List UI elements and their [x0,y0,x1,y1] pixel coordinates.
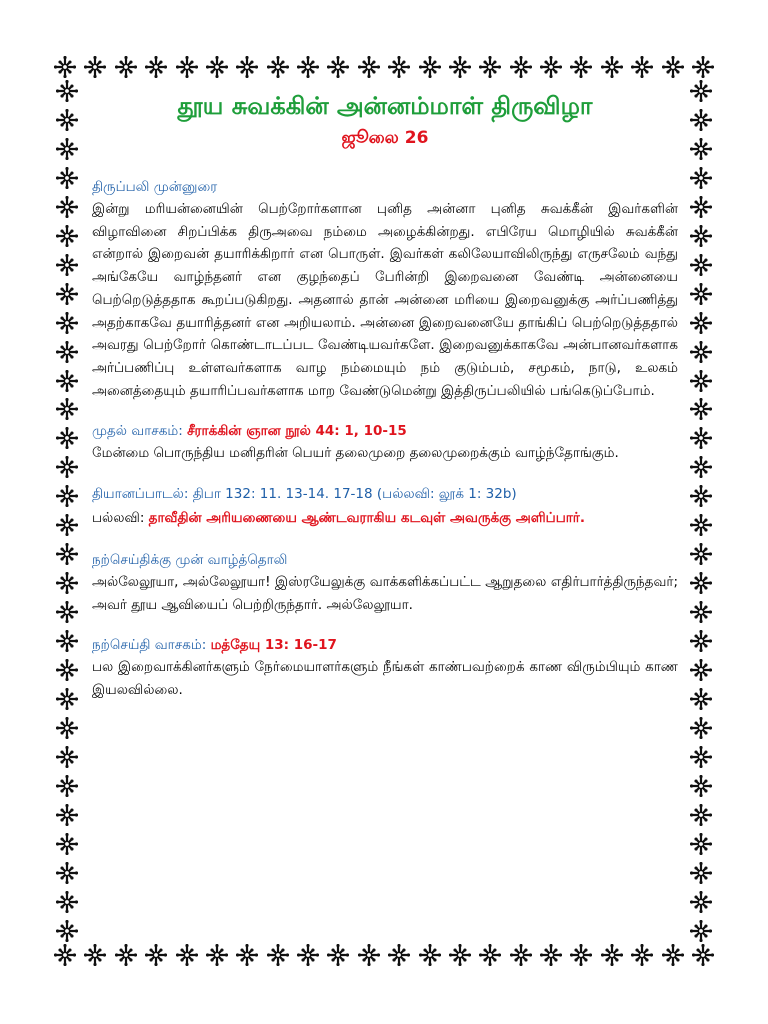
asterisk-flower-icon [479,944,501,966]
first-reading-ref: சீராக்கின் ஞான நூல் 44: 1, 10-15 [187,423,407,440]
gospel-section [92,634,678,701]
asterisk-flower-icon [690,804,712,826]
asterisk-flower-icon [56,514,78,536]
asterisk-flower-icon [419,56,441,78]
asterisk-flower-icon [601,56,623,78]
asterisk-flower-icon [56,456,78,478]
asterisk-flower-icon [267,56,289,78]
asterisk-flower-icon [690,717,712,739]
asterisk-flower-icon [176,944,198,966]
asterisk-flower-icon [56,283,78,305]
acclamation-section [92,549,678,616]
first-reading-body: மேன்மை பொருந்திய மனிதரின் பெயர் தலைமுறை தலைமுறைக்கும் வாழ்ந்தோங்கும். [92,445,619,462]
asterisk-flower-icon [690,138,712,160]
asterisk-flower-icon [692,56,714,78]
asterisk-flower-icon [56,659,78,681]
asterisk-flower-icon [56,775,78,797]
asterisk-flower-icon [56,630,78,652]
asterisk-flower-icon [690,485,712,507]
intro-heading: திருப்பலி முன்னுரை [92,179,218,195]
refrain-text: தாவீதின் அரியணையை ஆண்டவராகிய கடவுள் அவருக்கு அளிப்பார். [148,510,585,527]
asterisk-flower-icon [56,572,78,594]
asterisk-flower-icon [358,56,380,78]
asterisk-flower-icon [56,920,78,942]
asterisk-flower-icon [690,196,712,218]
asterisk-flower-icon [56,717,78,739]
acclamation-body: அல்லேலூயா, அல்லேலூயா! இஸ்ரயேலுக்கு வாக்களிக்கப்பட்ட ஆறுதலை எதிர்பார்த்திருந்தவர்; அவர் தூய ஆவியைப் பெற்றிருந்தார். அல்லேலூயா. [92,574,678,613]
asterisk-flower-icon [690,920,712,942]
asterisk-flower-icon [56,80,78,102]
asterisk-flower-icon [690,167,712,189]
asterisk-flower-icon [540,56,562,78]
asterisk-flower-icon [56,138,78,160]
asterisk-flower-icon [56,833,78,855]
asterisk-flower-icon [115,944,137,966]
asterisk-flower-icon [690,80,712,102]
asterisk-flower-icon [56,601,78,623]
asterisk-flower-icon [56,543,78,565]
asterisk-flower-icon [388,944,410,966]
feast-day: 26 [404,128,429,148]
asterisk-flower-icon [56,341,78,363]
asterisk-flower-icon [56,485,78,507]
asterisk-flower-icon [479,56,501,78]
asterisk-flower-icon [297,944,319,966]
asterisk-flower-icon [690,341,712,363]
asterisk-flower-icon [631,944,653,966]
gospel-label: நற்செய்தி வாசகம்: [92,637,207,654]
asterisk-flower-icon [56,196,78,218]
asterisk-flower-icon [358,944,380,966]
asterisk-flower-icon [56,891,78,913]
asterisk-flower-icon [236,944,258,966]
psalm-heading [92,483,678,505]
feast-date [92,126,678,150]
asterisk-flower-icon [690,254,712,276]
asterisk-flower-icon [56,225,78,247]
asterisk-flower-icon [56,312,78,334]
asterisk-flower-icon [690,456,712,478]
asterisk-flower-icon [449,944,471,966]
asterisk-flower-icon [662,944,684,966]
asterisk-flower-icon [206,56,228,78]
asterisk-flower-icon [56,862,78,884]
asterisk-flower-icon [56,427,78,449]
feast-month: ஜூலை [341,128,399,148]
asterisk-flower-icon [56,370,78,392]
border-left [54,80,80,942]
asterisk-flower-icon [54,944,76,966]
asterisk-flower-icon [690,312,712,334]
asterisk-flower-icon [327,944,349,966]
page-content [92,90,678,702]
first-reading-section [92,420,678,465]
asterisk-flower-icon [145,56,167,78]
asterisk-flower-icon [84,944,106,966]
asterisk-flower-icon [56,804,78,826]
asterisk-flower-icon [145,944,167,966]
asterisk-flower-icon [56,167,78,189]
gospel-body: பல இறைவாக்கினர்களும் நேர்மையாளர்களும் நீங்கள் காண்பவற்றைக் காண விரும்பியும் காண இயலவில்லை. [92,659,678,699]
asterisk-flower-icon [56,688,78,710]
asterisk-flower-icon [115,56,137,78]
asterisk-flower-icon [690,398,712,420]
refrain-label: பல்லவி: [92,510,145,527]
asterisk-flower-icon [690,862,712,884]
acclamation-heading: நற்செய்திக்கு முன் வாழ்த்தொலி [92,552,288,569]
asterisk-flower-icon [690,370,712,392]
asterisk-flower-icon [388,56,410,78]
asterisk-flower-icon [601,944,623,966]
asterisk-flower-icon [690,601,712,623]
intro-body: இன்று மரியன்னையின் பெற்றோர்களான புனித அன்னா புனித சுவக்கீன் இவர்களின் விழாவினை சிறப்பிக்க திருஅவை நம்மை அழைக்கின்றது. எபிரேய மொழியில் சுவக்கீன் என்றால் இறைவன் தயாரிக்கிறார் என பொருள். இவர்கள் கலிலேயாவிலிருந்து எருசலேம் வந்து அங்கேயே வாழ்ந்தனர் என குழந்தைப் பேரின்றி இறைவனை வேண்டி அன்னையை பெற்றெடுத்ததாக கூறப்படுகிறது. அதனால் தான் அன்னை மரியை இறைவனுக்கு அர்ப்பணித்து அதற்காகவே தயாரித்தனர் என அறியலாம். அன்னை இறைவனையே தாங்கிப் பெற்றெடுத்ததால் அவரது பெற்றோர் கொண்டாடப்பட வேண்டியவர்களே. இறைவனுக்காகவே அன்பானவர்களாக அர்ப்பணிப்பு உள்ளவர்களாக வாழ நம்மையும் நம் குடும்பம், சமூகம், நாடு, உலகம் அனைத்தையும் தயாரிப்பவர்களாக மாற வேண்டுமென்று இத்திருப்பலியில் பங்கெடுப்போம். [92,201,678,399]
asterisk-flower-icon [690,833,712,855]
asterisk-flower-icon [419,944,441,966]
asterisk-flower-icon [690,572,712,594]
asterisk-flower-icon [540,944,562,966]
psalm-ref: திபா 132: 11. 13-14. 17-18 (பல்லவி: லூக் 1: 32b) [192,486,517,503]
psalm-refrain [92,507,678,529]
asterisk-flower-icon [56,398,78,420]
asterisk-flower-icon [690,225,712,247]
asterisk-flower-icon [327,56,349,78]
asterisk-flower-icon [631,56,653,78]
asterisk-flower-icon [690,775,712,797]
asterisk-flower-icon [692,944,714,966]
border-bottom [54,942,714,968]
asterisk-flower-icon [56,254,78,276]
psalm-section [92,483,678,529]
asterisk-flower-icon [690,427,712,449]
asterisk-flower-icon [206,944,228,966]
asterisk-flower-icon [690,891,712,913]
border-right [688,80,714,942]
asterisk-flower-icon [570,944,592,966]
asterisk-flower-icon [690,659,712,681]
asterisk-flower-icon [176,56,198,78]
asterisk-flower-icon [510,56,532,78]
asterisk-flower-icon [297,56,319,78]
asterisk-flower-icon [267,944,289,966]
asterisk-flower-icon [84,56,106,78]
asterisk-flower-icon [690,514,712,536]
asterisk-flower-icon [54,56,76,78]
asterisk-flower-icon [510,944,532,966]
asterisk-flower-icon [690,630,712,652]
asterisk-flower-icon [56,746,78,768]
asterisk-flower-icon [690,283,712,305]
page-title: தூய சுவக்கின் அன்னம்மாள் திருவிழா [177,92,593,120]
intro-section [92,176,678,402]
asterisk-flower-icon [449,56,471,78]
asterisk-flower-icon [570,56,592,78]
first-reading-heading [92,420,678,442]
asterisk-flower-icon [690,688,712,710]
asterisk-flower-icon [690,543,712,565]
gospel-heading [92,634,678,656]
asterisk-flower-icon [690,746,712,768]
first-reading-label: முதல் வாசகம்: [92,423,183,440]
border-top [54,54,714,80]
asterisk-flower-icon [662,56,684,78]
asterisk-flower-icon [236,56,258,78]
asterisk-flower-icon [56,109,78,131]
asterisk-flower-icon [690,109,712,131]
gospel-ref: மத்தேயு 13: 16-17 [210,637,337,654]
psalm-label: தியானப்பாடல்: [92,486,189,503]
